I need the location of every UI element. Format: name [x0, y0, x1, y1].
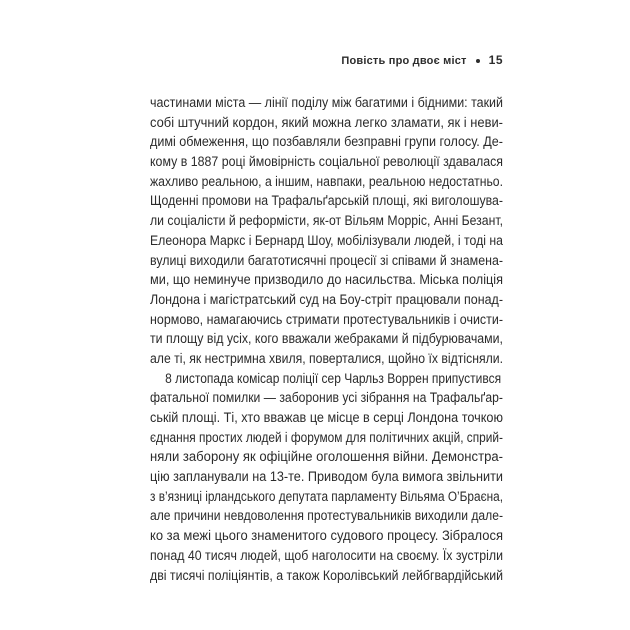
text-line: кому в 1887 році ймовірність соціальної революції здавалася: [150, 154, 503, 170]
text-line: ко за межі цього знаменитого судового процесу. Зібралося: [150, 528, 503, 544]
text-line: 8 листопада комісар поліції сер Чарльз Воррен припустився: [165, 370, 502, 386]
text-line: частинами міста — лінії поділу між багатими і бідними: такий: [150, 95, 503, 110]
text-line: дві тисячі поліціянтів, а також Королівський лейбгвардійський: [150, 567, 503, 583]
text-line: понад 40 тисяч людей, щоб наголосити на своєму. Їх зустріли: [150, 547, 503, 563]
page-header: [150, 53, 503, 67]
text-line: собі штучний кордон, який можна легко зламати, як і неви-: [150, 114, 503, 130]
bullet-separator-icon: [476, 59, 480, 63]
text-line: няли заборону як офіційне оголошення війни. Демонстра-: [150, 449, 503, 465]
page-body: [150, 93, 503, 585]
text-line: але ті, як нестримна хвиля, поверталися, щойно їх відтісняли.: [150, 350, 503, 366]
text-line: єднання простих людей і форумом для політичних акцій, сприй-: [150, 429, 503, 445]
text-line: ській площі. Ті, хто вважав це місце в серці Лондона точкою: [150, 410, 503, 425]
text-line: цію запланували на 13-те. Приводом була вимога звільнити: [150, 469, 503, 485]
text-line: але причини невдоволення протестувальників виходили дале-: [150, 508, 503, 524]
text-line: Елеонора Маркс і Бернард Шоу, мобілізували людей, і тоді на: [150, 232, 503, 248]
text-line: нормово, намагаючись стримати протестувальників і очисти-: [150, 311, 503, 327]
text-line: ми, що неминуче призводило до насильства. Міська поліція: [150, 272, 503, 288]
text-line: з в’язниці ірландського депутата парламенту Вільяма О’Браєна,: [150, 488, 503, 504]
page-number: 15: [488, 53, 503, 67]
text-line: жахливо реальною, а іншим, навпаки, реальною недостатньо.: [150, 173, 503, 189]
text-line: фатальної помилки — заборонив усі зібрання на Трафальґар-: [150, 390, 503, 406]
text-line: димі обмеження, що позбавляли безправні групи голосу. Де-: [150, 134, 503, 150]
text-line: Щоденні промови на Трафальґарській площі, які виголошува-: [150, 193, 503, 209]
text-line: ли соціалісти й реформісти, як-от Вільям Морріс, Анні Безант,: [150, 213, 503, 229]
text-line: вулиці виходили багатотисячні процесії зі співами й знамена-: [150, 252, 503, 268]
text-line: ти площу від усіх, кого вважали жебраками й підбурювачами,: [150, 331, 503, 347]
running-title: Повість про двоє міст: [341, 55, 467, 67]
text-line: Лондона і магістратський суд на Боу-стріт працювали понад-: [150, 291, 503, 307]
